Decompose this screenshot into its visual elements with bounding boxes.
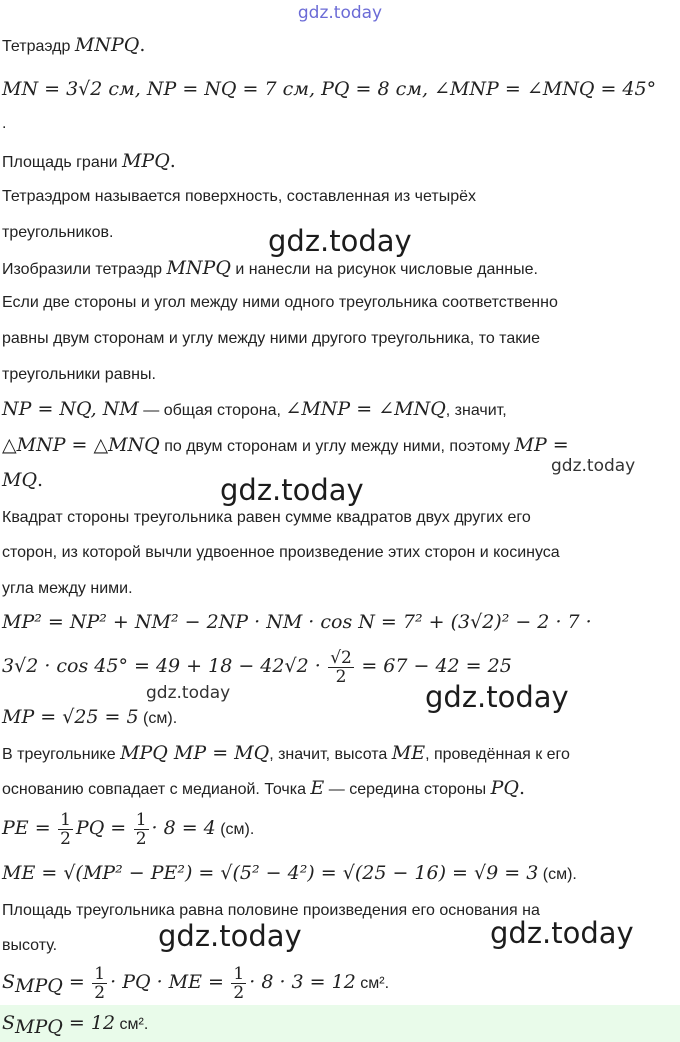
text: , значит, bbox=[445, 402, 507, 419]
given-line-1: Тетраэдр MNPQ. bbox=[2, 34, 146, 56]
watermark: gdz.today bbox=[551, 456, 636, 476]
header-watermark: gdz.today bbox=[297, 3, 383, 23]
math: MQ bbox=[2, 469, 38, 491]
numerator: 1 bbox=[94, 964, 106, 985]
math: MNPQ bbox=[74, 34, 140, 56]
math: · 8 · 3 = 12 bbox=[249, 971, 356, 993]
text: . bbox=[518, 777, 526, 799]
text: — середина стороны bbox=[324, 781, 491, 798]
math: PE = bbox=[2, 817, 51, 839]
subscript: MPQ bbox=[15, 1016, 63, 1039]
math: ∠MNP = ∠MNQ bbox=[285, 398, 446, 420]
paragraph-line: треугольников. bbox=[2, 224, 114, 241]
paragraph-line: Тетраэдром называется поверхность, составленная из четырёх bbox=[2, 188, 476, 205]
formula-line bbox=[2, 861, 680, 887]
numerator: 1 bbox=[233, 964, 245, 985]
watermark: gdz.today bbox=[158, 919, 302, 953]
math: ME = √(MP² − PE²) = √(5² − 4²) = √(25 − 16) = √9 = 3 bbox=[2, 862, 539, 884]
denominator: 2 bbox=[335, 667, 347, 688]
formula-line bbox=[2, 646, 680, 688]
math: · PQ · ME = bbox=[110, 971, 224, 993]
text: . bbox=[2, 115, 7, 132]
text: (см). bbox=[538, 866, 577, 883]
paragraph-line bbox=[2, 256, 680, 282]
given-dot bbox=[2, 112, 680, 136]
formula-line bbox=[2, 808, 680, 850]
math: MPQ MP = MQ bbox=[120, 742, 270, 764]
math: △MNP = △MNQ bbox=[2, 434, 160, 456]
numerator: √2 bbox=[330, 648, 352, 669]
paragraph-line: Если две стороны и угол между ними одного треугольника соответственно bbox=[2, 294, 558, 311]
paragraph-line: Площадь треугольника равна половине произведения его основания на bbox=[2, 902, 540, 919]
text: (см). bbox=[215, 821, 255, 838]
numerator: 1 bbox=[60, 810, 71, 831]
math: MP = bbox=[514, 434, 569, 456]
text: см². bbox=[355, 975, 390, 992]
paragraph-line: треугольники равны. bbox=[2, 366, 156, 383]
formula-line bbox=[2, 962, 680, 1006]
math: NP = NQ, NM bbox=[2, 398, 139, 420]
text: основанию совпадает с медианой. Точка bbox=[2, 781, 311, 798]
watermark: gdz.today bbox=[490, 916, 634, 950]
fraction bbox=[231, 965, 246, 1002]
text: и нанесли на рисунок числовые данные. bbox=[230, 261, 538, 278]
text: по двум сторонам и углу между ними, поэтому bbox=[159, 438, 515, 455]
text: , значит, высота bbox=[269, 746, 392, 763]
formula-line bbox=[2, 610, 680, 636]
given-values: MN = 3√2 см, NP = NQ = 7 см, PQ = 8 см, ∠MNP = ∠MNQ = 45° bbox=[2, 78, 657, 100]
formula-line bbox=[2, 705, 680, 731]
math: · 8 = 4 bbox=[151, 817, 216, 839]
math: 3√2 · cos 45° = 49 + 18 − 42√2 · bbox=[2, 655, 321, 677]
text: см². bbox=[115, 1016, 149, 1033]
paragraph-line: Квадрат стороны треугольника равен сумме квадратов двух других его bbox=[2, 509, 531, 526]
math: MNPQ bbox=[166, 257, 231, 279]
numerator: 1 bbox=[135, 810, 147, 831]
math: S bbox=[2, 971, 16, 993]
text: . bbox=[37, 469, 44, 491]
fraction bbox=[58, 811, 73, 848]
math: ME bbox=[391, 742, 426, 764]
text: — общая сторона, bbox=[138, 402, 286, 419]
math: S bbox=[2, 1012, 16, 1034]
math: PQ = bbox=[75, 817, 127, 839]
text: В треугольнике bbox=[2, 746, 121, 763]
paragraph-line bbox=[2, 776, 680, 802]
text: Изобразили тетраэдр bbox=[2, 261, 167, 278]
math: MP² = NP² + NM² − 2NP · NM · cos N = 7² + (3√2)² − 2 · 7 · bbox=[2, 611, 592, 633]
paragraph-line: равны двум сторонам и углу между ними другого треугольника, то такие bbox=[2, 330, 541, 347]
text: , проведённая к его bbox=[425, 746, 570, 763]
denominator: 2 bbox=[233, 983, 245, 1004]
paragraph-line bbox=[2, 741, 680, 767]
text: (см). bbox=[138, 710, 178, 727]
text: Тетраэдр bbox=[2, 38, 75, 55]
watermark: gdz.today bbox=[220, 473, 364, 507]
fraction bbox=[134, 811, 149, 848]
paragraph-line: высоту. bbox=[2, 937, 58, 954]
denominator: 2 bbox=[135, 829, 147, 850]
subscript: MPQ bbox=[15, 975, 63, 998]
math: = 12 bbox=[62, 1012, 116, 1034]
math: = bbox=[62, 971, 85, 993]
math: MPQ bbox=[121, 150, 170, 172]
math: E bbox=[310, 777, 325, 799]
paragraph-line: угла между ними. bbox=[2, 580, 133, 597]
answer-line bbox=[2, 1011, 680, 1039]
given-line-2 bbox=[2, 77, 680, 103]
paragraph-line: сторон, из которой вычли удвоенное произведение этих сторон и косинуса bbox=[2, 544, 560, 561]
watermark: gdz.today bbox=[425, 680, 569, 714]
watermark: gdz.today bbox=[268, 224, 412, 258]
fraction bbox=[92, 965, 107, 1002]
math: = 67 − 42 = 25 bbox=[361, 655, 512, 677]
paragraph-line bbox=[2, 397, 680, 423]
math: MP = √25 = 5 bbox=[2, 706, 139, 728]
text: Площадь грани bbox=[2, 154, 122, 171]
fraction bbox=[328, 649, 354, 686]
denominator: 2 bbox=[60, 829, 71, 850]
math: PQ bbox=[490, 777, 519, 799]
question-line: Площадь грани MPQ. bbox=[2, 150, 176, 172]
denominator: 2 bbox=[94, 983, 106, 1004]
watermark: gdz.today bbox=[146, 683, 231, 703]
